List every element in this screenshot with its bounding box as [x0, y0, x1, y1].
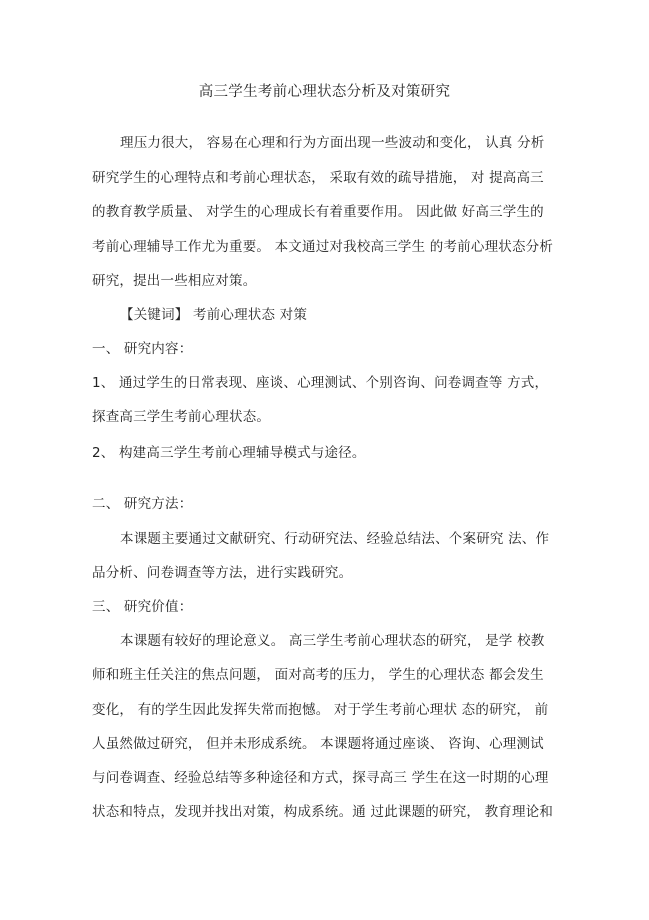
paragraph-line: 人虽然做过研究， 但并未形成系统。 本课题将通过座谈、 咨询、心理测试 [92, 736, 544, 752]
paragraph-line: 变化， 有的学生因此发挥失常而抱憾。 对于学生考前心理状 态的研究， 前 [92, 702, 549, 718]
paragraph-line: 研究，提出一些相应对策。 [92, 273, 257, 289]
keywords-line: 【关键词】 考前心理状态 对策 [120, 307, 308, 323]
paragraph-line: 考前心理辅导工作尤为重要。 本文通过对我校高三学生 的考前心理状态分析 [92, 239, 554, 255]
section-heading: 二、 研究方法： [92, 496, 193, 512]
list-item-continuation: 探查高三学生考前心理状态。 [92, 409, 271, 425]
paragraph-line: 本课题主要通过文献研究、行动研究法、经验总结法、个案研究 法、作 [120, 531, 550, 547]
section-heading: 一、 研究内容： [92, 341, 193, 357]
paragraph-line: 师和班主任关注的焦点问题， 面对高考的压力， 学生的心理状态 都会发生 [92, 667, 544, 683]
list-item: 1、 通过学生的日常表现、座谈、心理测试、个别咨询、问卷调查等 方式， [92, 375, 549, 391]
paragraph-line: 研究学生的心理特点和考前心理状态， 采取有效的疏导措施， 对 提高高三 [92, 170, 544, 186]
paragraph-line: 理压力很大， 容易在心理和行为方面出现一些波动和变化， 认真 分析 [120, 135, 545, 151]
list-item: 2、 构建高三学生考前心理辅导模式与途径。 [92, 445, 366, 461]
section-heading: 三、 研究价值： [92, 599, 193, 615]
paragraph-line: 状态和特点，发现并找出对策，构成系统。通 过此课题的研究， 教育理论和 [92, 804, 554, 820]
paragraph-line: 的教育教学质量、 对学生的心理成长有着重要作用。 因此做 好高三学生的 [92, 204, 544, 220]
document-title: 高三学生考前心理状态分析及对策研究 [198, 84, 451, 100]
paragraph-line: 品分析、问卷调查等方法，进行实践研究。 [92, 565, 353, 581]
paragraph-line: 与问卷调查、经验总结等多种途径和方式，探寻高三 学生在这一时期的心理 [92, 770, 549, 786]
paragraph-line: 本课题有较好的理论意义。 高三学生考前心理状态的研究， 是学 校教 [120, 633, 545, 649]
